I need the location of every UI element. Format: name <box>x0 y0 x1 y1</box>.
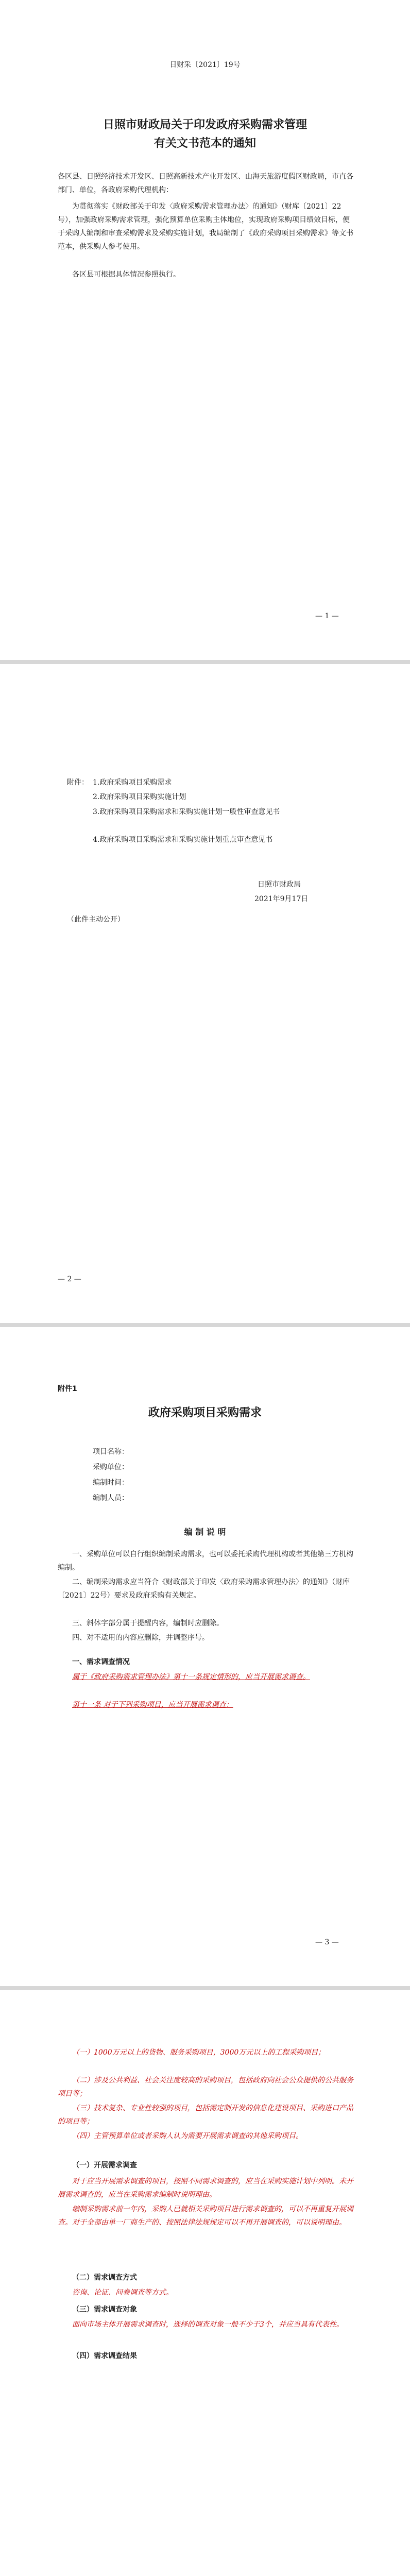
attachment-item: 1.政府采购项目采购需求 <box>93 778 172 787</box>
reminder-text: （二）涉及公共利益、社会关注度较高的采购项目，包括政府向社会公众提供的公共服务项目等； <box>58 2076 353 2098</box>
reminder-text: 面向市场主体开展需求调查时，选择的调查对象一般不少于3个，并应当具有代表性。 <box>72 2320 344 2329</box>
annex-title: 政府采购项目采购需求 <box>148 1406 262 1419</box>
reminder-text: （四）主管预算单位或者采购人认为需要开展需求调查的其他采购项目。 <box>72 2132 303 2140</box>
attachment-item: 3.政府采购项目采购需求和采购实施计划一般性审查意见书 <box>93 808 280 816</box>
attachment-item: 4.政府采购项目采购需求和采购实施计划重点审查意见书 <box>93 836 273 844</box>
reminder-text: 对于应当开展需求调查的项目，按照不同需求调查的，应当在采购实施计划中列明。未开展需求调查的，应当在采购需求编制时说明理由。 <box>58 2177 353 2199</box>
reminder-text: 第十一条 对于下列采购项目，应当开展需求调查： <box>72 1701 233 1709</box>
subsection-heading: （三）需求调查对象 <box>72 2306 137 2314</box>
body-paragraph: 为贯彻落实《财政部关于印发〈政府采购需求管理办法〉的通知》（财库〔2021〕22号），加强政府采购需求管理，强化预算单位采购主体地位，实现政府采购项目绩效目标，便于采购人编制和审查采购需求及采购实施计划，我局编制了《政府采购项目采购需求》等文书范本，供采购人参考使用。 <box>58 202 353 251</box>
part-heading: 一、需求调查情况 <box>72 1658 130 1666</box>
reminder-text: 编制采购需求前一年内，采购人已就相关采购项目进行需求调查的，可以不再重复开展调查。对于全部由单一厂商生产的、按照法律法规规定可以不再开展调查的，可以说明理由。 <box>58 2205 353 2227</box>
document-title-line1: 日照市财政局关于印发政府采购需求管理 <box>102 118 307 131</box>
body-paragraph: 各区县可根据具体情况参照执行。 <box>72 270 180 279</box>
field-project-name: 项目名称： <box>93 1448 129 1456</box>
issue-date: 2021年9月17日 <box>254 895 309 903</box>
issuer: 日照市财政局 <box>258 880 301 889</box>
page-separator <box>0 1986 410 1990</box>
publicity-note: （此件主动公开） <box>67 916 125 924</box>
reminder-text: （三）技术复杂、专业性较强的项目，包括需定制开发的信息化建设项目、采购进口产品的项目等； <box>58 2104 353 2126</box>
annex-label: 附件1 <box>58 1385 77 1393</box>
recipients: 各区县、日照经济技术开发区、日照高新技术产业开发区、山海天旅游度假区财政局，市直各部门、单位，各政府采购代理机构： <box>58 173 353 194</box>
document-number: 日财采〔2021〕19号 <box>169 61 241 69</box>
document-page-3 <box>0 1327 410 1986</box>
instruction-note: 一、采购单位可以自行组织编制采购需求，也可以委托采购代理机构或者其他第三方机构编制。 <box>58 1550 353 1572</box>
page-separator <box>0 1323 410 1327</box>
instruction-note: 三、斜体字部分属于提醒内容，编制时应删除。 <box>72 1619 224 1628</box>
document-page-4 <box>0 1990 410 2576</box>
document-page-2 <box>0 664 410 1323</box>
instruction-note: 四、对不适用的内容应删除，并调整序号。 <box>72 1634 209 1642</box>
section-heading: 编 制 说 明 <box>184 1527 226 1537</box>
reminder-text: 咨询、论证、问卷调查等方式。 <box>72 2289 173 2297</box>
attachment-item: 2.政府采购项目采购实施计划 <box>93 793 186 801</box>
subsection-heading: （二）需求调查方式 <box>72 2274 137 2282</box>
field-compiler: 编制人员： <box>93 1494 129 1502</box>
page-number: — 1 — <box>315 612 339 620</box>
field-compile-time: 编制时间： <box>93 1479 129 1487</box>
reminder-text: 属于《政府采购需求管理办法》第十一条规定情形的，应当开展需求调查。 <box>72 1673 310 1681</box>
field-purchaser: 采购单位： <box>93 1463 129 1471</box>
instruction-note: 二、编制采购需求应当符合《财政部关于印发〈政府采购需求管理办法〉的通知》（财库〔2021〕22号）要求及政府采购有关规定。 <box>58 1578 350 1600</box>
subsection-heading: （四）需求调查结果 <box>72 2352 137 2360</box>
page-number: — 2 — <box>58 1275 81 1283</box>
reminder-text: （一）1000万元以上的货物、服务采购项目，3000万元以上的工程采购项目； <box>72 2048 326 2057</box>
document-title-line2: 有关文书范本的通知 <box>153 137 256 150</box>
attachments-label: 附件： <box>67 778 89 787</box>
page-separator <box>0 660 410 664</box>
document-page-1 <box>0 0 410 660</box>
page-number: — 3 — <box>315 1938 339 1946</box>
subsection-heading: （一）开展需求调查 <box>72 2161 137 2170</box>
